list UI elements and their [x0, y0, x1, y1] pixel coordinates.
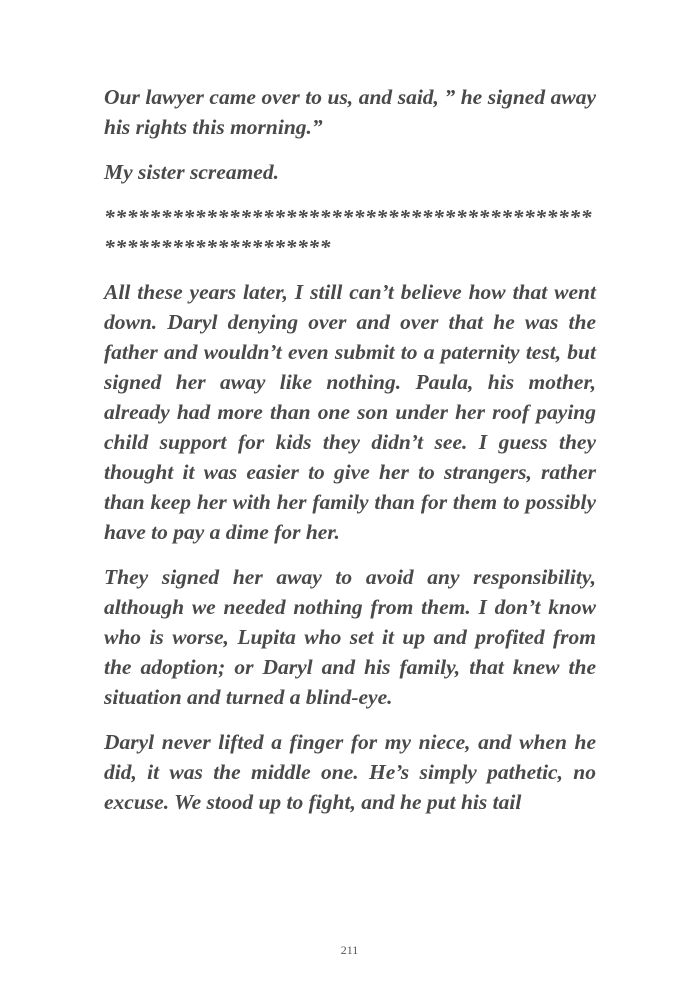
separator-line-1: ******************************************* — [104, 205, 593, 229]
section-separator — [104, 202, 596, 262]
page-number: 211 — [340, 943, 359, 957]
paragraph-daryl-never: Daryl never lifted a finger for my niece, and when he did, it was the middle one. He’s simply pathetic, no excuse. We stood up to fight, and he put his tail — [104, 730, 596, 814]
paragraph-signed-away: They signed her away to avoid any responsibility, although we needed nothing from them. I don’t know who is worse, Lupita who set it up and profited from the adoption; or Daryl and his family, that knew the situation and turned a blind-eye. — [104, 565, 596, 709]
paragraph-lawyer: Our lawyer came over to us, and said, ” he signed away his rights this morning.” — [104, 85, 596, 139]
paragraph-years-later: All these years later, I still can’t believe how that went down. Daryl denying over and over that he was the father and wouldn’t even submit to a paternity test, but signed her away like nothing. Paula, his mother, already had more than one son under her roof paying child support for kids they didn’t see. I guess they thought it was easier to give her to strangers, rather than keep her with her family than for them to possibly have to pay a dime for her. — [104, 280, 596, 544]
paragraph-sister-screamed: My sister screamed. — [104, 160, 279, 184]
body-text — [104, 82, 596, 832]
separator-line-2: ******************** — [104, 235, 331, 259]
